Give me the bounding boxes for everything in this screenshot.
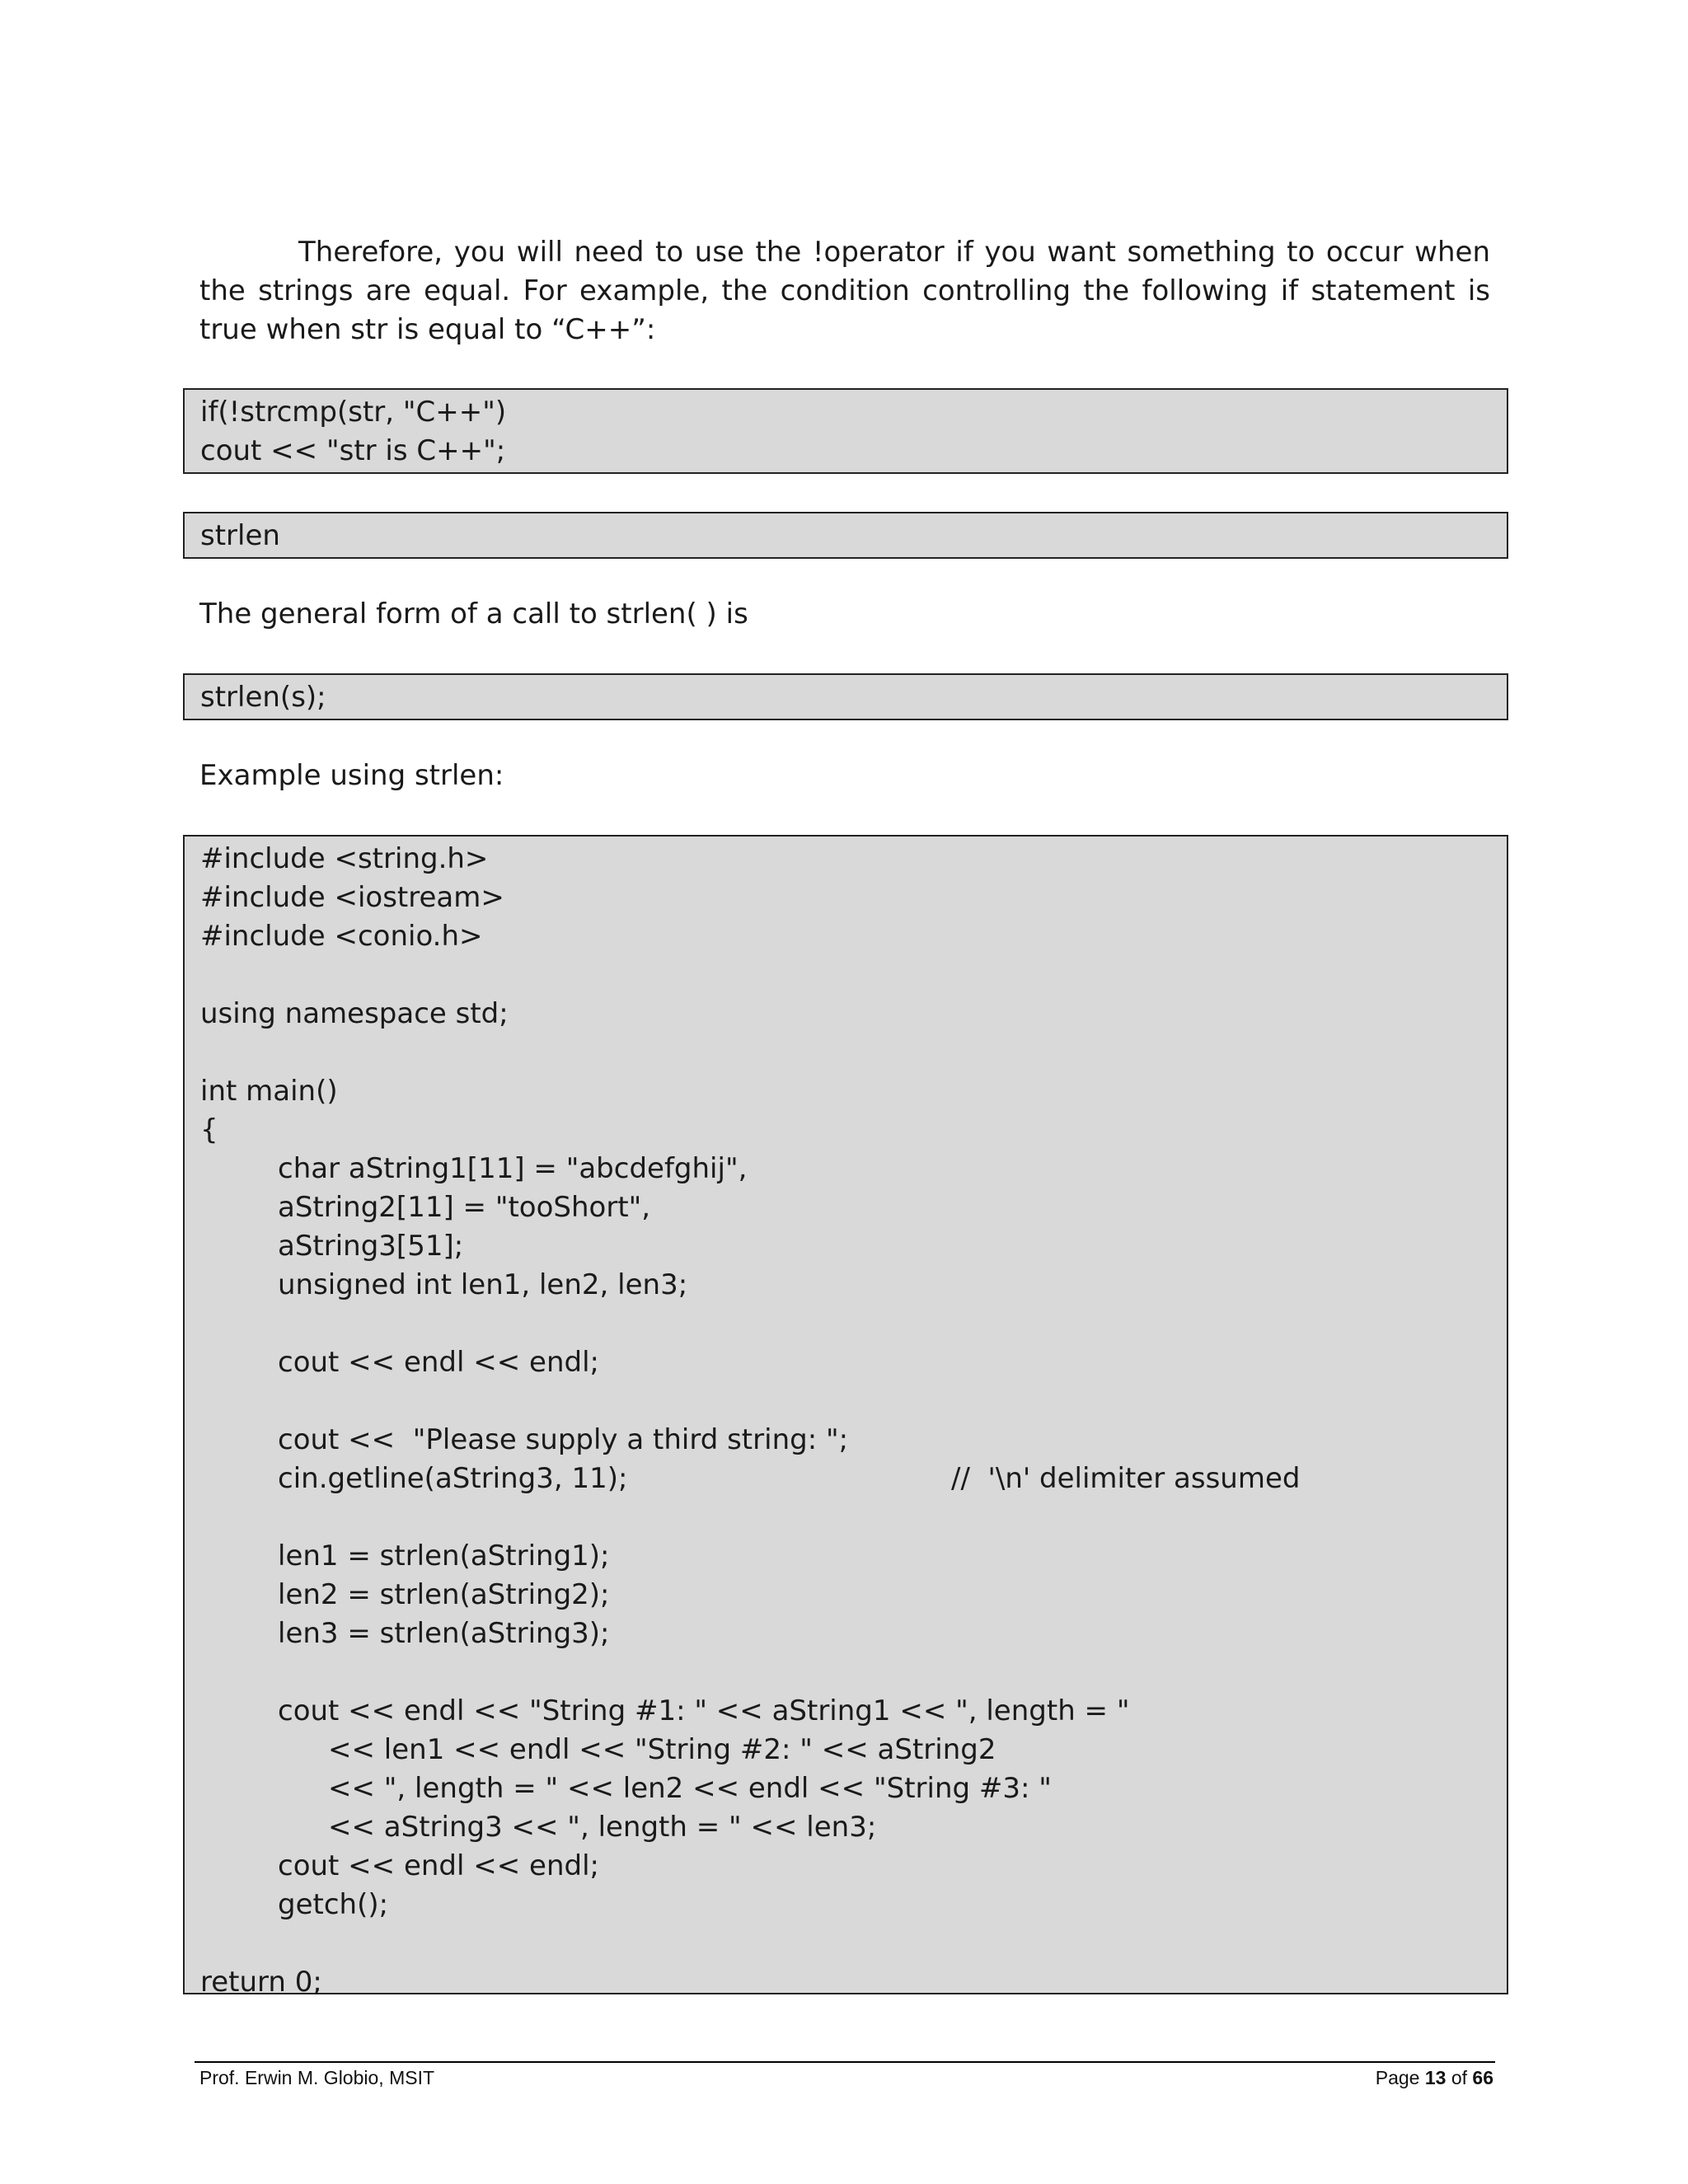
blank-line: [200, 956, 1507, 995]
code-line: cout << "str is C++";: [200, 434, 506, 467]
code-comment: // '\n' delimiter assumed: [951, 1462, 1301, 1495]
code-line: if(!strcmp(str, "C++"): [200, 396, 507, 429]
code-line: len1 = strlen(aString1);: [278, 1540, 610, 1572]
code-line: cout << endl << endl;: [278, 1849, 600, 1882]
code-line: unsigned int len1, len2, len3;: [278, 1268, 688, 1301]
blank-line: [200, 1033, 1507, 1072]
code-line: << ", length = " << len2 << endl << "String #3: ": [328, 1772, 1052, 1805]
strlen-heading-box: [183, 512, 1508, 559]
footer-author: Prof. Erwin M. Globio, MSIT: [199, 2067, 435, 2088]
code-line: << aString3 << ", length = " << len3;: [328, 1811, 877, 1844]
code-line: char aString1[11] = "abcdefghij",: [278, 1152, 748, 1185]
strcmp-code-box: [183, 388, 1508, 474]
code-line: cout << "Please supply a third string: ";: [278, 1423, 849, 1456]
code-line: len2 = strlen(aString2);: [278, 1578, 610, 1611]
code-line: getch();: [278, 1888, 389, 1921]
general-form-text: The general form of a call to strlen( ) is: [199, 598, 748, 630]
total-pages: 66: [1472, 2067, 1493, 2088]
code-line: aString2[11] = "tooShort",: [278, 1191, 651, 1224]
code-line: #include <conio.h>: [200, 920, 483, 953]
code-line: {: [200, 1113, 218, 1146]
blank-line: [200, 1498, 1507, 1537]
current-page: 13: [1424, 2067, 1447, 2088]
code-line: #include <iostream>: [200, 881, 504, 914]
code-line: << len1 << endl << "String #2: " << aString2: [328, 1733, 996, 1766]
code-line: aString3[51];: [278, 1230, 464, 1263]
code-line: #include <string.h>: [200, 842, 489, 875]
page-of: of: [1446, 2067, 1473, 2088]
footer-rule: [195, 2061, 1495, 2063]
code-line-with-comment: [200, 1460, 1507, 1498]
code-line: cout << endl << endl;: [278, 1346, 600, 1379]
code-line: using namespace std;: [200, 997, 509, 1030]
footer-page-number: [1376, 2065, 1493, 2090]
code-line: strlen(s);: [200, 681, 326, 714]
page-prefix: Page: [1375, 2067, 1425, 2088]
blank-line: [200, 1924, 1507, 1963]
intro-paragraph: Therefore, you will need to use the !operator if you want something to occur when the strings are equal. For example, the condition controlling the following if statement is true when str is equal to “C++”:: [199, 236, 1490, 346]
example-program-code-box: [183, 835, 1508, 1999]
code-line: return 0;: [200, 1966, 322, 1999]
blank-line: [200, 1382, 1507, 1421]
section-heading: strlen: [200, 519, 280, 552]
blank-line: [200, 1305, 1507, 1343]
code-line: len3 = strlen(aString3);: [278, 1617, 610, 1650]
code-statement: cin.getline(aString3, 11);: [278, 1462, 628, 1495]
code-line: cout << endl << "String #1: " << aString1 << ", length = ": [278, 1694, 1130, 1727]
example-label: Example using strlen:: [199, 759, 504, 792]
blank-line: [200, 1653, 1507, 1692]
general-form-code-box: [183, 673, 1508, 720]
code-line: int main(): [200, 1075, 338, 1108]
